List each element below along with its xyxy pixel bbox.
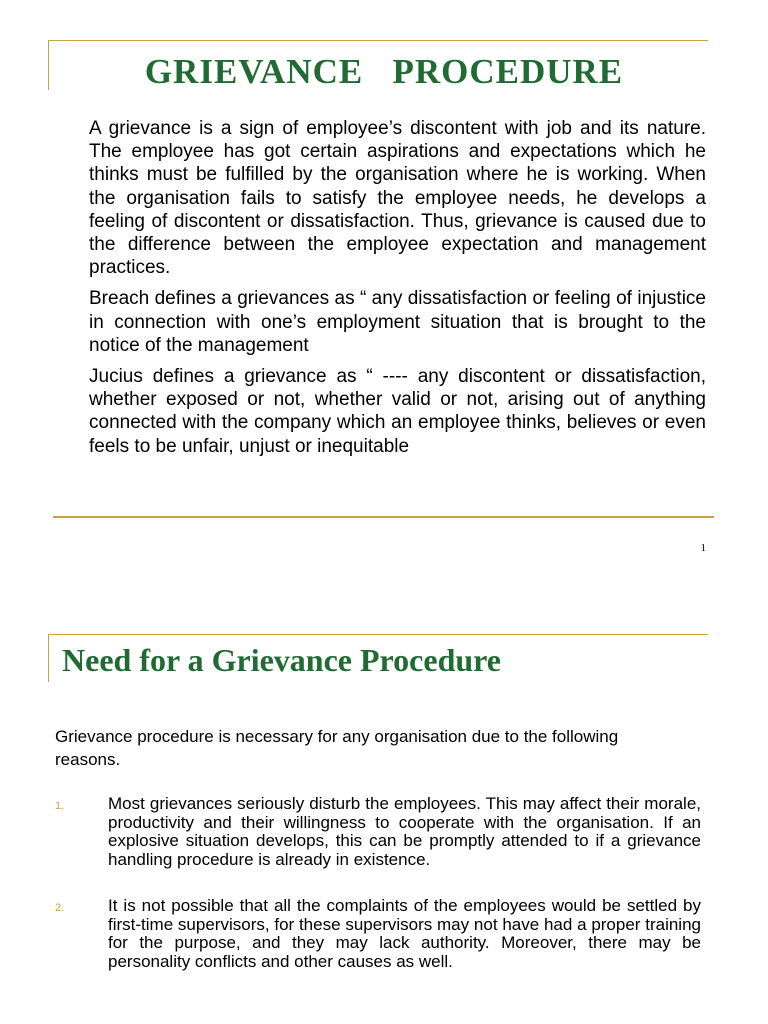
- paragraph-definition: A grievance is a sign of employee’s discontent with job and its nature. The employee has got certain aspirations and expectations which he thinks must be fulfilled by the organisation where he is working. When the organisation fails to satisfy the employee needs, he develops a feeling of discontent or dissatisfaction. Thus, grievance is caused due to the difference between the employee expectation and management practices.: [89, 118, 706, 279]
- slide-2: [0, 580, 768, 1024]
- paragraph-breach-definition: Breach defines a grievances as “ any dissatisfaction or feeling of injustice in connection with one’s employment situation that is brought to the notice of the management: [89, 288, 706, 356]
- slide-top-rule: [48, 40, 708, 41]
- list-item-text: Most grievances seriously disturb the employees. This may affect their morale, productivity and their willingness to cooperate with the organisation. If an explosive situation develops, this can be promptly attended to if a grievance handling procedure is already in existence.: [108, 794, 701, 869]
- list-item: [55, 795, 701, 869]
- list-item-text: It is not possible that all the complaints of the employees would be settled by first-time supervisors, for these supervisors may not have had a proper training for the purpose, and they may lack authority. Moreover, there may be personality conflicts and other causes as well.: [108, 896, 701, 971]
- list-item: [55, 897, 701, 971]
- paragraph-jucius-definition: Jucius defines a grievance as “ ---- any discontent or dissatisfaction, whether exposed or not, whether valid or not, arising out of anything connected with the company which an employee thinks, believes or even feels to be unfair, unjust or inequitable: [89, 366, 706, 457]
- slide-body: [89, 117, 706, 466]
- slide-title: Need for a Grievance Procedure: [62, 642, 501, 678]
- list-item-number: 2.: [55, 902, 65, 914]
- slide-title: GRIEVANCE PROCEDURE: [144, 52, 624, 91]
- intro-text: Grievance procedure is necessary for any organisation due to the following reasons.: [55, 727, 619, 769]
- page-number: 1: [700, 542, 706, 554]
- reasons-list: [55, 795, 701, 999]
- slide-left-rule: [48, 634, 49, 682]
- list-item-number: 1.: [55, 800, 65, 812]
- slide-top-rule: [48, 634, 708, 635]
- slide-bottom-rule: [53, 516, 714, 518]
